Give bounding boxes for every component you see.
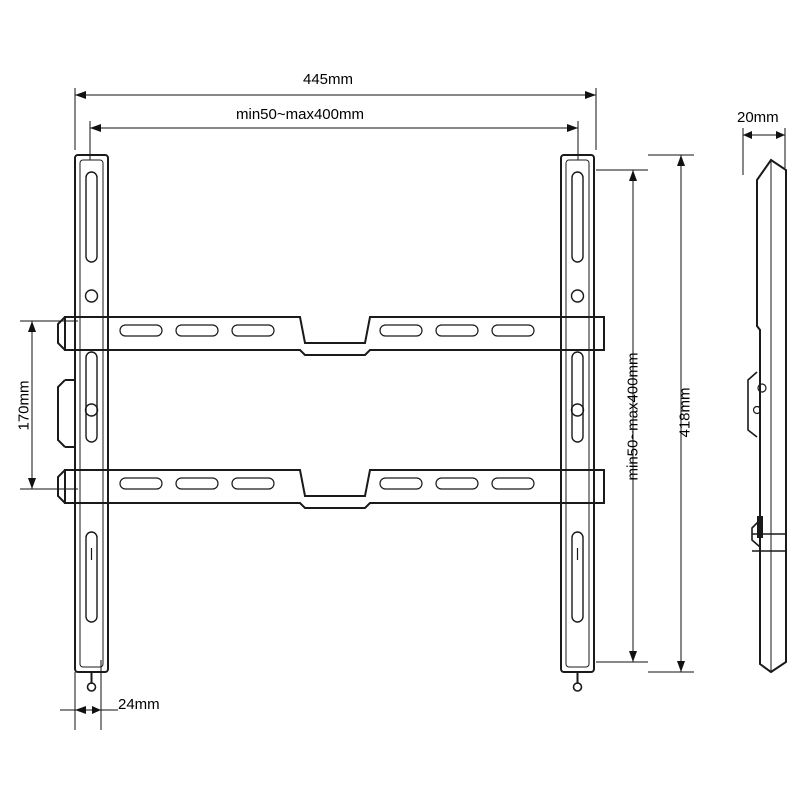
side-view-bracket [748,160,786,672]
label-overall-width: 445mm [303,71,354,88]
front-view-bracket [58,155,604,691]
dim-vesa-horizontal [90,121,578,160]
label-depth: 20mm [737,109,779,126]
label-overall-height: 418mm [676,387,694,438]
label-foot-offset: 24mm [118,696,160,713]
label-rail-spacing: 170mm [15,380,33,431]
dim-depth [743,128,785,175]
label-vesa-vertical: min50~max400mm [624,352,642,481]
dim-foot-offset [60,660,118,730]
label-vesa-horizontal: min50~max400mm [236,106,364,123]
